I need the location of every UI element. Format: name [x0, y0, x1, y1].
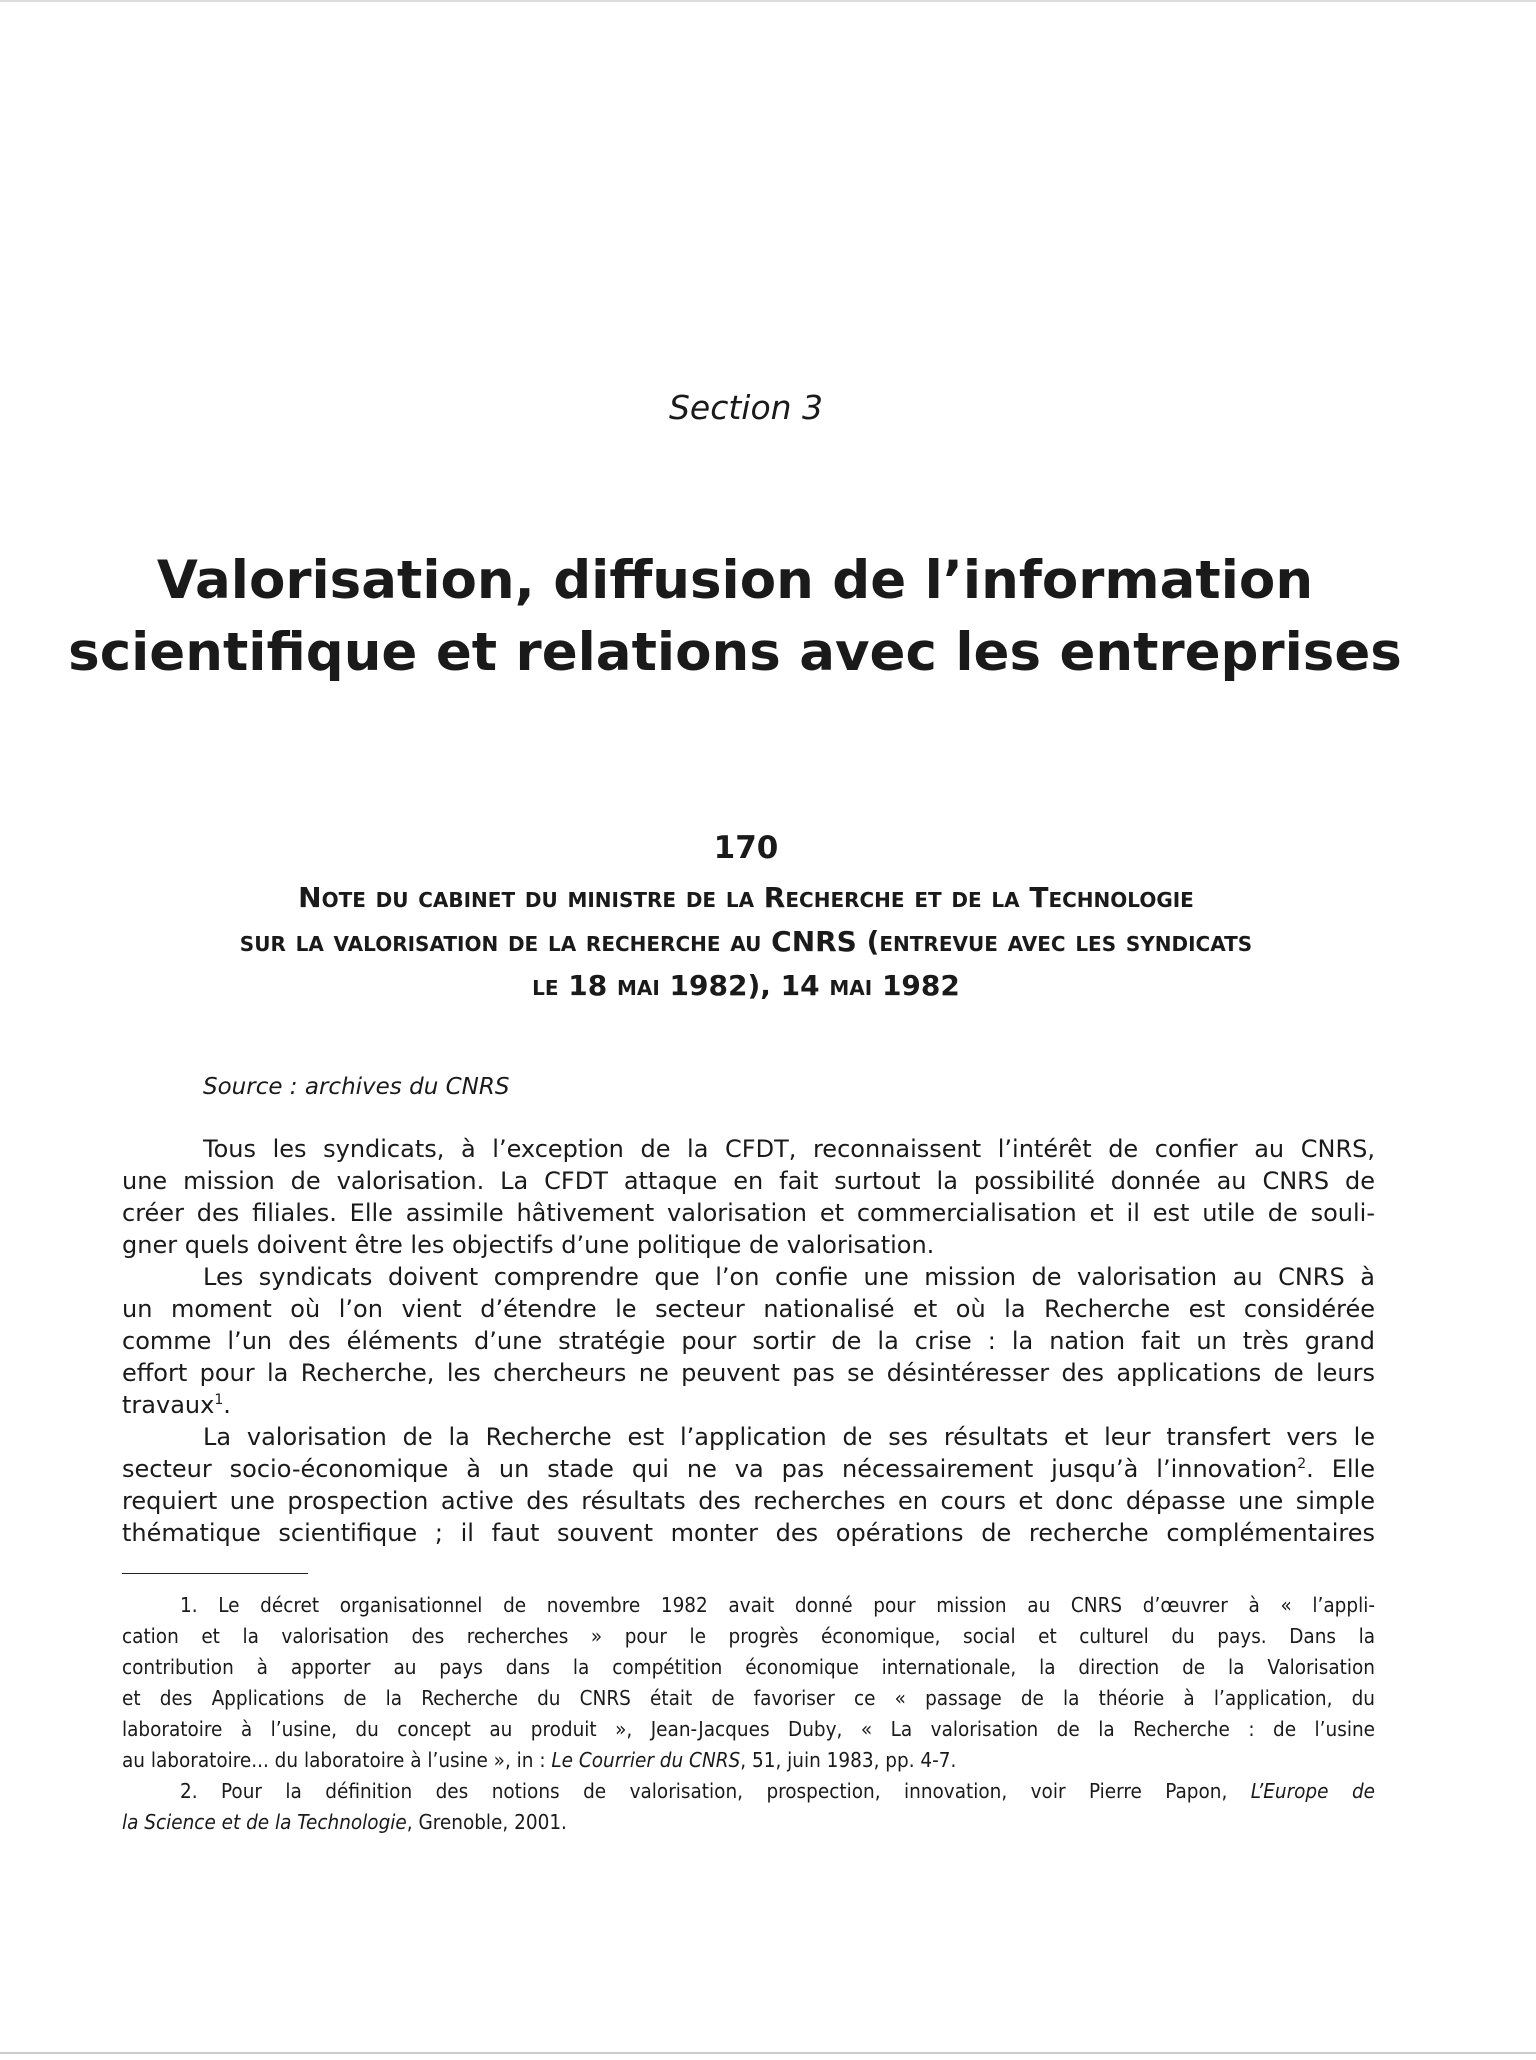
- body-line: [122, 1421, 1375, 1453]
- footnote-line: [122, 1745, 1375, 1776]
- line-text: secteur socio-économique à un stade qui ne va pas nécessairement jusqu’à l’innovation: [122, 1455, 1298, 1483]
- body-line: [122, 1357, 1375, 1389]
- line-text: et des Applications de la Recherche du CNRS était de favoriser ce « passage de la théorie à l’application, du: [122, 1686, 1375, 1710]
- footnote-line: [122, 1807, 1375, 1838]
- footnotes: [122, 1590, 1375, 1838]
- line-text: Les syndicats doivent comprendre que l’on confie une mission de valorisation au CNRS à: [203, 1263, 1375, 1291]
- footnote-line: [122, 1714, 1375, 1745]
- title-line: scientifique et relations avec les entreprises: [68, 622, 1402, 683]
- line-text: comme l’un des éléments d’une stratégie pour sortir de la crise : la nation fait un très grand: [122, 1327, 1375, 1355]
- body-line: [122, 1453, 1375, 1485]
- source-line: Source : archives du CNRS: [203, 1074, 510, 1100]
- footnote-ref[interactable]: 1: [214, 1392, 224, 1408]
- line-tail: , Grenoble, 2001.: [406, 1810, 567, 1834]
- line-text: une mission de valorisation. La CFDT attaque en fait surtout la possibilité donnée au CNRS de: [122, 1167, 1375, 1195]
- line-text: 1. Le décret organisationnel de novembre 1982 avait donné pour mission au CNRS d’œuvrer à « l’appli-: [180, 1593, 1375, 1617]
- footnote-rule: [122, 1573, 308, 1574]
- footnote-line: [122, 1621, 1375, 1652]
- body-line: [122, 1325, 1375, 1357]
- line-text: gner quels doivent être les objectifs d’une politique de valorisation.: [122, 1231, 935, 1259]
- body-line: [122, 1261, 1375, 1293]
- line-text: Tous les syndicats, à l’exception de la CFDT, reconnaissent l’intérêt de confier au CNRS,: [203, 1135, 1375, 1163]
- line-tail: .: [223, 1391, 231, 1419]
- body-line: [122, 1517, 1375, 1549]
- line-text: requiert une prospection active des résultats des recherches en cours et donc dépasse une simple: [122, 1487, 1375, 1515]
- line-tail: . Elle: [1306, 1455, 1375, 1483]
- italic-title: la Science et de la Technologie: [122, 1810, 407, 1834]
- line-tail: , 51, juin 1983, pp. 4-7.: [740, 1748, 957, 1772]
- footnote-ref[interactable]: 2: [1297, 1456, 1307, 1472]
- footnote-line: [122, 1652, 1375, 1683]
- body-line: [122, 1485, 1375, 1517]
- line-text: contribution à apporter au pays dans la compétition économique internationale, la direction de la Valorisation: [122, 1655, 1375, 1679]
- heading-line: le 18 mai 1982), 14 mai 1982: [532, 969, 960, 1002]
- line-text: cation et la valorisation des recherches » pour le progrès économique, social et culturel du pays. Dans la: [122, 1624, 1375, 1648]
- body-line: [122, 1165, 1375, 1197]
- footnote-line: [122, 1776, 1375, 1807]
- heading-line: sur la valorisation de la recherche au CNRS (entrevue avec les syndicats: [239, 925, 1253, 958]
- line-text: 2. Pour la définition des notions de valorisation, prospection, innovation, voir Pierre Papon,: [180, 1779, 1251, 1803]
- document-number: 170: [713, 830, 779, 866]
- document-heading: [0, 876, 1492, 1008]
- line-text: thématique scientifique ; il faut souvent monter des opérations de recherche complémentaires: [122, 1519, 1375, 1547]
- heading-line: Note du cabinet du ministre de la Recherche et de la Technologie: [298, 881, 1194, 914]
- body-line: [122, 1389, 1375, 1421]
- section-label: Section 3: [668, 388, 824, 427]
- line-text: travaux: [122, 1391, 215, 1419]
- italic-title: Le Courrier du CNRS: [551, 1748, 741, 1772]
- title-line: Valorisation, diffusion de l’information: [156, 550, 1314, 611]
- body-line: [122, 1133, 1375, 1165]
- line-text: effort pour la Recherche, les chercheurs ne peuvent pas se désintéresser des applications de leurs: [122, 1359, 1375, 1387]
- body-text: [122, 1133, 1375, 1549]
- line-text: La valorisation de la Recherche est l’application de ses résultats et leur transfert vers le: [203, 1423, 1375, 1451]
- page-edge-bottom: [0, 2052, 1536, 2054]
- line-text: créer des filiales. Elle assimile hâtivement valorisation et commercialisation et il est utile de souli-: [122, 1199, 1375, 1227]
- line-text: laboratoire à l’usine, du concept au produit », Jean-Jacques Duby, « La valorisation de la Recherche : de l’usine: [122, 1717, 1375, 1741]
- line-text: un moment où l’on vient d’étendre le secteur nationalisé et où la Recherche est considérée: [122, 1295, 1375, 1323]
- footnote-line: [122, 1683, 1375, 1714]
- chapter-title: [0, 545, 1470, 689]
- body-line: [122, 1293, 1375, 1325]
- footnote-line: [122, 1590, 1375, 1621]
- body-line: [122, 1197, 1375, 1229]
- italic-title: L’Europe de: [1250, 1779, 1376, 1803]
- page-edge-top: [0, 0, 1536, 2]
- body-line: [122, 1229, 1375, 1261]
- line-text: au laboratoire... du laboratoire à l’usine », in :: [122, 1748, 552, 1772]
